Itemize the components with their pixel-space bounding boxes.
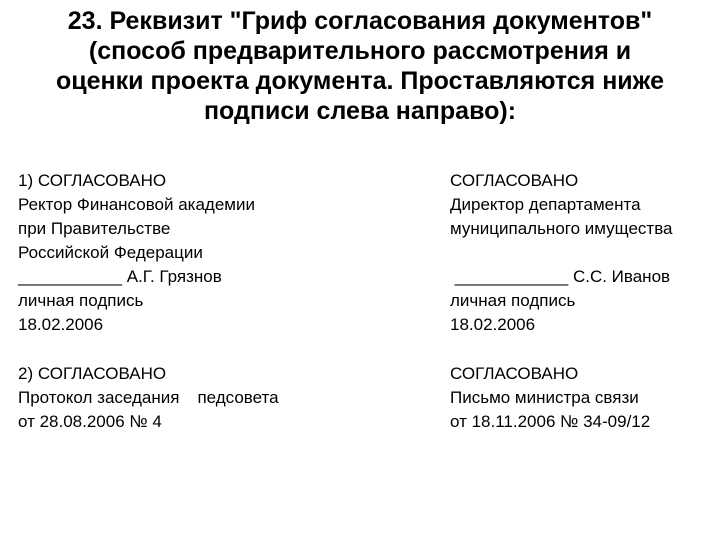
title-line-2: (способ предварительного рассмотрения и — [88, 37, 632, 65]
signature-row — [450, 265, 673, 289]
approval-date: 18.02.2006 — [450, 315, 536, 334]
signature-blank: ____________ — [454, 267, 569, 286]
approval-heading: 2) СОГЛАСОВАНО — [18, 364, 167, 383]
signer-name: С.С. Иванов — [572, 267, 671, 286]
signature-row — [18, 265, 255, 289]
document-reference: от 28.08.2006 № 4 — [18, 412, 162, 431]
approval-date: 18.02.2006 — [18, 315, 104, 334]
approval-stamp-director — [450, 169, 673, 337]
document-line — [18, 386, 279, 410]
document-reference: от 18.11.2006 № 34-09/12 — [450, 412, 651, 431]
document-line: Письмо министра связи — [450, 388, 639, 407]
signer-name: А.Г. Грязнов — [126, 267, 222, 286]
approval-stamp-letter — [450, 362, 650, 434]
position-line: при Правительстве — [18, 219, 171, 238]
position-line: Директор департамента — [450, 195, 641, 214]
signature-caption: личная подпись — [18, 291, 144, 310]
approval-heading: 1) СОГЛАСОВАНО — [18, 171, 167, 190]
approval-stamp-rector — [18, 169, 255, 337]
position-line: Ректор Финансовой академии — [18, 195, 255, 214]
document-type: Протокол заседания — [18, 388, 180, 407]
title-line-4: подписи слева направо): — [203, 97, 517, 125]
title-line-1: 23. Реквизит "Гриф согласования документов" — [67, 7, 653, 35]
document-body: педсовета — [197, 388, 279, 407]
title-line-3: оценки проекта документа. Проставляются ниже — [56, 67, 664, 95]
approval-heading: СОГЛАСОВАНО — [450, 364, 579, 383]
position-line: Российской Федерации — [18, 243, 203, 262]
signature-caption: личная подпись — [450, 291, 576, 310]
signature-blank: ___________ — [18, 267, 123, 286]
slide-title — [0, 6, 720, 126]
position-line: муниципального имущества — [450, 219, 673, 238]
approval-stamp-protocol — [18, 362, 279, 434]
approval-heading: СОГЛАСОВАНО — [450, 171, 579, 190]
